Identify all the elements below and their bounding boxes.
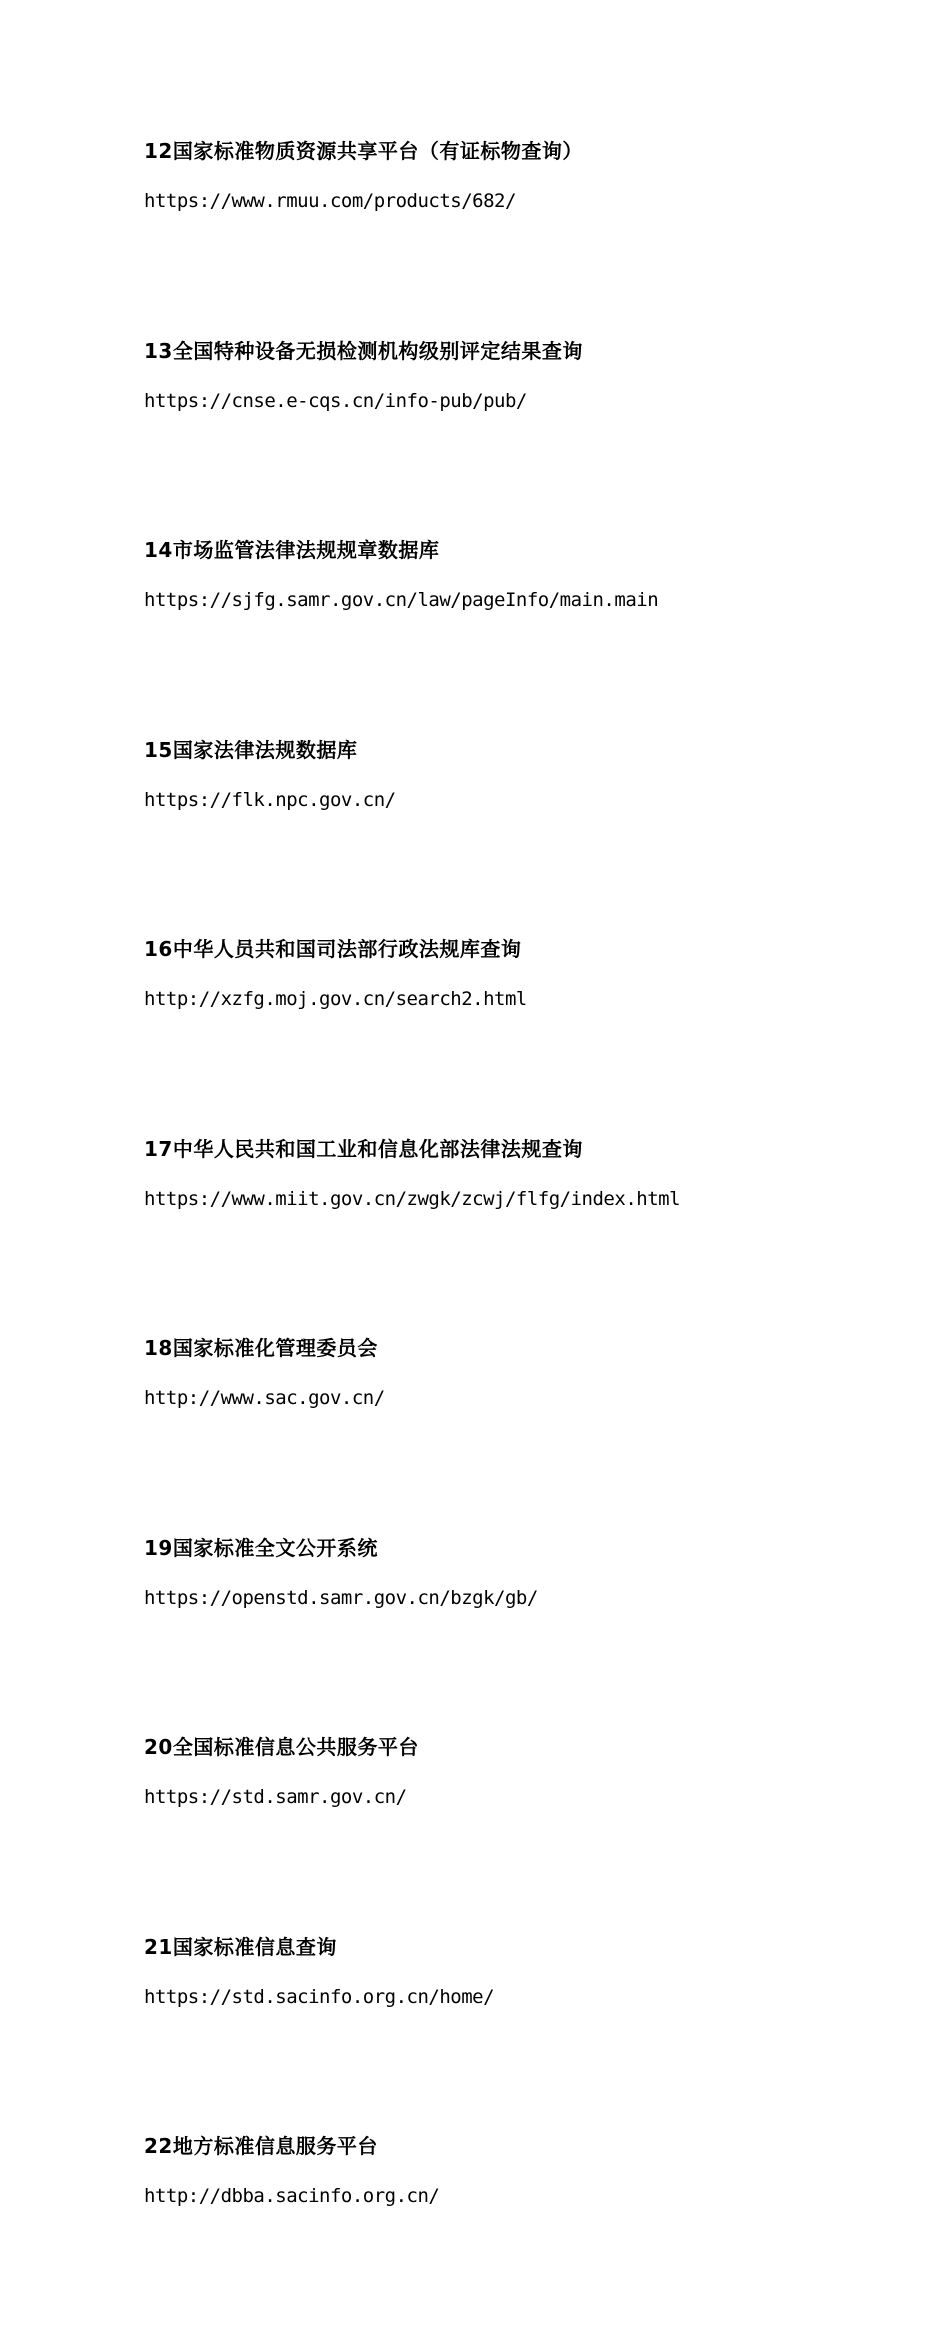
list-item xyxy=(144,1330,904,1530)
list-item xyxy=(144,732,904,932)
entry-url[interactable]: http://dbba.sacinfo.org.cn/ xyxy=(144,2185,440,2207)
entry-title: 21国家标准信息查询 xyxy=(144,1934,337,1959)
entry-url[interactable]: https://std.sacinfo.org.cn/home/ xyxy=(144,1985,495,2008)
entry-title: 12国家标准物质资源共享平台（有证标物查询） xyxy=(144,139,583,163)
entry-url[interactable]: https://www.rmuu.com/products/682/ xyxy=(144,190,516,212)
entry-url[interactable]: http://www.sac.gov.cn/ xyxy=(144,1387,385,1409)
list-item xyxy=(144,1131,904,1331)
entry-title: 18国家标准化管理委员会 xyxy=(144,1336,378,1360)
entry-title: 16中华人员共和国司法部行政法规库查询 xyxy=(144,937,522,961)
entry-title: 20全国标准信息公共服务平台 xyxy=(144,1735,419,1759)
entry-title: 13全国特种设备无损检测机构级别评定结果查询 xyxy=(144,338,583,363)
entry-title: 22地方标准信息服务平台 xyxy=(144,2134,378,2158)
entry-url[interactable]: https://cnse.e-cqs.cn/info-pub/pub/ xyxy=(144,389,527,412)
list-item xyxy=(144,1929,904,2129)
list-item xyxy=(144,1530,904,1730)
entry-title: 14市场监管法律法规规章数据库 xyxy=(144,538,440,562)
entry-title: 15国家法律法规数据库 xyxy=(144,737,358,762)
list-item xyxy=(144,931,904,1131)
list-item xyxy=(144,133,904,333)
entry-url[interactable]: https://www.miit.gov.cn/zwgk/zcwj/flfg/index.html xyxy=(144,1187,681,1210)
entry-url[interactable]: https://flk.npc.gov.cn/ xyxy=(144,788,396,811)
list-item xyxy=(144,2128,904,2328)
entry-url[interactable]: https://openstd.samr.gov.cn/bzgk/gb/ xyxy=(144,1586,538,1609)
entry-url[interactable]: http://xzfg.moj.gov.cn/search2.html xyxy=(144,988,527,1010)
entry-title: 19国家标准全文公开系统 xyxy=(144,1535,378,1560)
list-item xyxy=(144,1729,904,1929)
link-list xyxy=(144,133,904,2328)
list-item xyxy=(144,532,904,732)
entry-title: 17中华人民共和国工业和信息化部法律法规查询 xyxy=(144,1136,583,1161)
list-item xyxy=(144,333,904,533)
entry-url[interactable]: https://sjfg.samr.gov.cn/law/pageInfo/main.main xyxy=(144,589,659,611)
entry-url[interactable]: https://std.samr.gov.cn/ xyxy=(144,1786,407,1808)
